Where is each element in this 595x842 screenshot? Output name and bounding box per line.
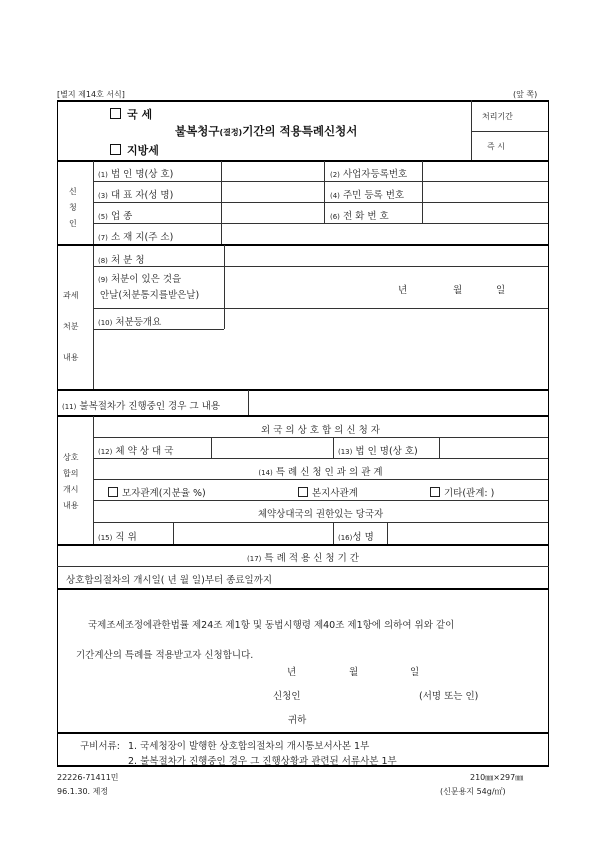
applicant-col-3 — [422, 161, 423, 223]
notice-month: 월 — [453, 285, 463, 296]
other-relation-checkbox[interactable] — [430, 487, 440, 497]
period-text: 상호합의절차의 개시일( 년 월 일)부터 종료일까지 — [66, 575, 273, 586]
option-local[interactable] — [110, 142, 159, 158]
position-col-1 — [173, 522, 174, 544]
mutual-row-line-5 — [93, 522, 548, 523]
address-field[interactable] — [223, 225, 547, 243]
foreign-corp-field[interactable] — [441, 439, 547, 457]
footer-size: 210㎜×297㎜ — [470, 773, 524, 782]
section-label-divider — [93, 161, 94, 389]
office-field[interactable] — [226, 247, 547, 265]
signature-label[interactable]: (서명 또는 인) — [419, 691, 479, 702]
footer-date: 96.1.30. 제정 — [57, 787, 109, 796]
authority-name-field[interactable] — [389, 524, 547, 543]
processing-period-label: 처리기간 — [482, 112, 513, 121]
summary-field[interactable] — [95, 331, 547, 388]
treaty-country-field[interactable] — [213, 439, 332, 457]
frame-right — [548, 100, 549, 766]
form-title — [175, 123, 357, 139]
applicant-row-line-1 — [93, 181, 548, 182]
applicant-section-label: 신 청 인 — [69, 187, 77, 228]
corp-name-label: (1) 법 인 명(상 호) — [98, 169, 174, 180]
business-type-label: (5) 업 종 — [98, 211, 133, 222]
disposition-col — [224, 245, 225, 329]
title-main: 불복청구 — [175, 124, 220, 138]
position-col-2 — [333, 522, 334, 544]
footer-paper: (신문용지 54g/㎡) — [440, 787, 506, 796]
business-reg-label: (2) 사업자등록번호 — [330, 169, 408, 180]
treaty-col-3 — [439, 437, 440, 458]
applicant-bottom-line — [57, 244, 549, 246]
notice-year: 년 — [398, 285, 408, 296]
treaty-country-label: (12) 체 약 상 대 국 — [98, 446, 174, 457]
frame-top — [57, 100, 549, 102]
title-paren: (결정) — [219, 128, 243, 137]
office-label: (8) 처 분 청 — [98, 255, 145, 266]
foreign-applicant-header: 외 국 의 상 호 합 의 신 청 자 — [261, 425, 380, 436]
form-number: [별지 제14호 서식] — [57, 90, 125, 99]
appeal-bottom-line — [57, 415, 549, 417]
option-national[interactable] — [110, 106, 152, 122]
declaration-day: 일 — [410, 667, 420, 678]
address-col — [221, 223, 222, 244]
mutual-row-line-1 — [93, 437, 548, 438]
addressee: 귀하 — [288, 715, 307, 726]
attachments-label: 구비서류: — [80, 741, 120, 752]
national-tax-checkbox[interactable] — [110, 108, 121, 119]
processing-divider — [471, 131, 548, 132]
business-reg-field[interactable] — [424, 162, 547, 180]
appeal-field[interactable] — [250, 392, 547, 414]
applicant-col-1 — [221, 161, 222, 223]
disposition-bottom-line — [57, 389, 549, 391]
position-label: (15) 직 위 — [98, 532, 137, 543]
authority-name-label: (16)성 명 — [338, 532, 374, 543]
page-side-label: (앞 쪽) — [513, 90, 538, 99]
processing-period-value: 즉 시 — [487, 142, 505, 151]
applicant-row-line-2 — [93, 202, 548, 203]
resident-reg-field[interactable] — [424, 183, 547, 201]
relation-header: (14) 특 례 신 청 인 과 의 관 계 — [258, 467, 383, 478]
corp-name-field[interactable] — [223, 162, 323, 180]
mutual-section-label: 상호 합의 개시 내용 — [63, 453, 79, 510]
representative-label: (3) 대 표 자(성 명) — [98, 190, 174, 201]
mutual-row-line-2 — [93, 458, 548, 459]
declaration-line-2: 기간계산의 특례를 적용받고자 신청합니다. — [76, 650, 254, 661]
disposition-row-line-1 — [93, 266, 548, 267]
period-header: (17) 특 례 적 용 신 청 기 간 — [247, 553, 359, 564]
parent-sub-checkbox[interactable] — [108, 487, 118, 497]
mutual-row-line-3 — [93, 479, 548, 480]
footer-code: 22226-71411민 — [57, 773, 119, 782]
representative-field[interactable] — [223, 183, 323, 201]
resident-reg-label: (4) 주민 등록 번호 — [330, 190, 405, 201]
title-rest: 기간의 적용특례신청서 — [242, 124, 358, 138]
phone-label: (6) 전 화 번 호 — [330, 211, 389, 222]
applicant-sign-label: 신청인 — [273, 691, 301, 702]
local-tax-checkbox[interactable] — [110, 144, 121, 155]
relation-parent-sub[interactable]: 모자관계(지분율 %) — [108, 485, 206, 499]
position-field[interactable] — [175, 524, 332, 543]
disposition-section-label: 과세 처분 내용 — [63, 291, 79, 362]
head-branch-checkbox[interactable] — [298, 487, 308, 497]
notice-day: 일 — [496, 285, 506, 296]
attachment-item-1: 1. 국세청장이 발행한 상호합의절차의 개시통보서사본 1부 — [128, 741, 370, 752]
disposition-row-line-2 — [93, 308, 548, 309]
national-tax-label: 국 세 — [127, 108, 153, 121]
relation-head-branch[interactable]: 본지사관계 — [298, 485, 358, 499]
summary-label-line — [93, 329, 224, 330]
relation-other[interactable]: 기타(관계: ) — [430, 485, 494, 499]
position-col-3 — [387, 522, 388, 544]
foreign-corp-label: (13) 법 인 명(상 호) — [338, 446, 418, 457]
applicant-row-line-3 — [93, 223, 548, 224]
period-bottom-line — [57, 588, 549, 590]
treaty-col-2 — [333, 437, 334, 458]
authority-header: 체약상대국의 권한있는 당국자 — [257, 509, 384, 520]
notice-date-field[interactable] — [226, 268, 547, 307]
notice-label: (9) 처분이 있은 것을 안날(처분통지를받은날) — [98, 274, 200, 301]
mutual-row-line-4 — [93, 500, 548, 501]
business-type-field[interactable] — [223, 204, 323, 222]
applicant-col-2 — [324, 161, 325, 223]
declaration-year: 년 — [287, 667, 297, 678]
summary-label: (10) 처분등개요 — [98, 317, 162, 328]
local-tax-label: 지방세 — [127, 144, 159, 157]
period-divider — [57, 566, 549, 567]
frame-left — [57, 100, 58, 766]
address-label: (7) 소 재 지(주 소) — [98, 232, 174, 243]
phone-field[interactable] — [424, 204, 547, 222]
declaration-month: 월 — [349, 667, 359, 678]
appeal-label: (11) 불복절차가 진행중인 경우 그 내용 — [62, 401, 220, 412]
declaration-line-1: 국제조세조정에관한법률 제24조 제1항 및 동법시행령 제40조 제1항에 의하여 위와 같이 — [88, 620, 455, 631]
attachment-item-2: 2. 불복절차가 진행중인 경우 그 진행상황과 관련된 서류사본 1부 — [128, 756, 397, 767]
declaration-bottom-line — [57, 732, 549, 734]
treaty-col-1 — [211, 437, 212, 458]
appeal-col — [248, 390, 249, 415]
mutual-bottom-line — [57, 544, 549, 546]
